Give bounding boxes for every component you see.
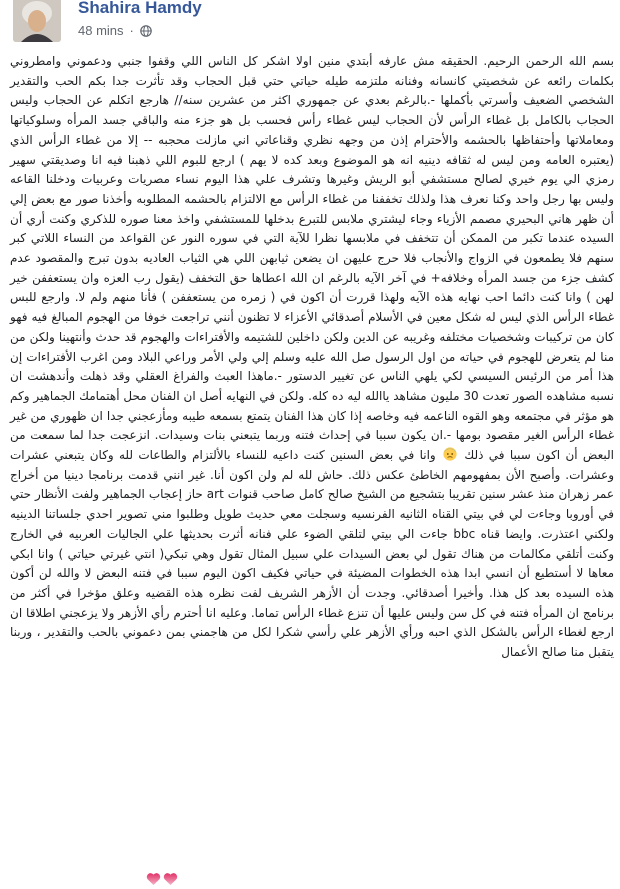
meta-separator: ·	[129, 23, 134, 38]
post-body	[10, 52, 614, 663]
red-heart-icon	[163, 872, 178, 886]
post-text	[10, 52, 614, 663]
globe-icon[interactable]	[140, 25, 152, 37]
heart-emojis	[146, 872, 178, 886]
post-meta	[78, 23, 152, 38]
author-name[interactable]: Shahira Hamdy	[78, 0, 202, 17]
post-header	[0, 0, 620, 48]
red-heart-icon	[146, 872, 161, 886]
text-fade-overlay	[0, 872, 620, 889]
post-text-part-1: بسم الله الرحمن الرحيم. الحقيقه مش عارفه أبتدي منين اولا اشكر كل الناس اللي وقفوا جنبي ودعموني وامطروني بكلمات رائعه عن شخصيتي كانسانه وفنانه ملتزمه طيله حياتي حتي قبل الحجاب وقد تأثرت جدا بكم الحب والتقدير الشخصي الضعيف وأسرتي بأكملها -.بالرغم بعدي عن جمهوري اكثر من عشرين سنه// هارجع اتكلم عن الحجاب وليس الحجاب بالكامل بل غطاء الرأس لأن الحجاب ليس غطاء رأس فحسب بل هو جزء منه والباقي جسد المرأه وسلوكياتها ومعاملاتها وأحتفاظها بالحشمه والأحترام إذن من وجهه نظري وقناعاتي اني مازلت محجبه -- إلا من غطاء الرأس الذي (يعتبره العامه ومن ليس له ثقافه دينيه انه هو الموضوع وبعد كده لا يهم ) ارجع للبوم اللي ذهبنا فيه انا وصديقتي سهير رمزي الي يوم خيري لصالح مستشفي أبو الريش وغيرها وتشرف علي هذا اليوم نساء مصريات وعربيات ودخلنا القاعه وليس بها رجل واحد وكنا نعرف هذا ولذلك تخففنا من غطاء الرأس مع الالتزام بالحشمه المطلوبه وأخذنا صور مع بعض إلي أن ظهر هاني البحيري مصمم الأزياء وجاء ليشتري ملابس للتبرع بدخلها للمستشفي واخذ معنا صوره للذكري وكنت أري أن السيده عندما تكبر من الممكن أن تتخفف في ملابسها نظرا للآية التي في سوره النور عن القواعد من النساء اللاتي كبر سنهم فلا يطمعون في الزواج والأنجاب فلا حرج عليهن ان يضعن ثيابهن اللي هي الثياب العاديه بدون تبرج والمقصود عدم كشف جزء من جسد المرأه وخلافه+ في آخر الآيه بالرغم ان الله اعطاها حق التخفف (يقول رب العزه وان يستعففن خير لهن ) وانا كنت دائما احب نهايه هذه الآيه ولهذا قررت أن اكون في ( زمره من يستعففن ) فأنا منهم ولم لا. وارجع للبس غطاء الرأس الذي ليس له شكل معين في الأسلام أصدقائي الأعزاء لا تظنون أنني تراجعت خوفا من الهجوم المبالغ فيه فهو كان من تركيبات وشخصيات مختلفه وغريبه عن الدين ولكن داخلين للشتيمه والأفتراءات والهجوم قد حدث وأنتهينا ولكن من منا لم يتعرض للهجوم في حياته من اول الرسول صل الله عليه وسلم إلي ولي الأمر وراعي البلاد ومن اغرب الأفتراءات إن هذا أمر من الرئيس السيسي لكي يلهي الناس عن تغيير الدستور -.ماهذا العبث والفراغ العقلي وقد ذهلت وأندهشت ان نسبه مشاهده الصور تعدت 30 مليون مشاهد ياالله ليه ده كله. ولكن في النهايه أصل ان الفنان محل أهتمامك الجماهير وكم هو مؤثر في مجتمعه وهو القوه الناعمه فيه وخاصه إذا كان هذا الفنان يتمتع بسمعه طيبه ومأزعجني جدا ان ظهوري من غير غطاء الرأس الغير مقصود بومها -.ان يكون سببا في إحداث فتنه وربما يتبعني بنات وسيدات. انزعجت جدا لما سمعت من البعض أن اكون سببا في ذلك	[10, 54, 614, 463]
post-timestamp[interactable]: 48 mins	[78, 23, 124, 38]
avatar[interactable]	[13, 0, 61, 42]
anxious-face-icon	[443, 447, 457, 461]
post-text-part-2: وانا في بعض السنين كنت داعيه للنساء بالألتزام والطاعات لله وكان يتبعني عشرات وعشرات. وأصبح الأن بمفهومهم الخاطئ عكس ذلك. حاش لله لم ولن اكون أنا. غير انني قدمت برنامجا دينيا من أخراج عمر زهران منذ عشر سنين تقريبا بتشجيع من الشيخ صالح كامل صاحب قنوات art حاز إعجاب الجماهير ولفت الأنظار حتي في أوروبا وجاءت لي في بيتي القناه الثانيه الفرنسيه وسجلت معي حديث طويل وطلبوا مني تصوير احدي جلساتنا الدينيه ولكني اعتذرت. وايضا قناه bbc جاءت الي بيتي لتلقي الضوء علي فنانه أثرت بحديثها علي الجاليات العربيه في الخارج وكنت أتلقي مكالمات من هناك تقول لي بعض السيدات علي سبيل المثال تقول وهي تبكي( انتي غيرتي حياتي ) وانا ابكي معاها لا أستطيع أن انسي ابدا هذه الخطوات المضيئة في حياتي فكيف اكون اليوم سببا في فتنه البعض لا والله لن أكون هذه السيده بعد كل هذا. وأخيرا أصدقائي. وجدت أن الأزهر الشريف لفت نظره هذه القضيه وعلق مؤخرا في أكثر من برنامج ان المرأه فتنه في كل سن وليس عليها أن تنزع غطاء الرأس تماما. وعليه انا أحترم رأي الأزهر ولا يزعجني اطلاقا ان ارجع لغطاء الرأس بالشكل الذي احبه ورأي الأزهر علي رأسي شكرا لكل من هاجمني بمن دعموني بالحب والتقدير ، وربنا يتقبل منا صالح الأعمال	[10, 448, 614, 660]
